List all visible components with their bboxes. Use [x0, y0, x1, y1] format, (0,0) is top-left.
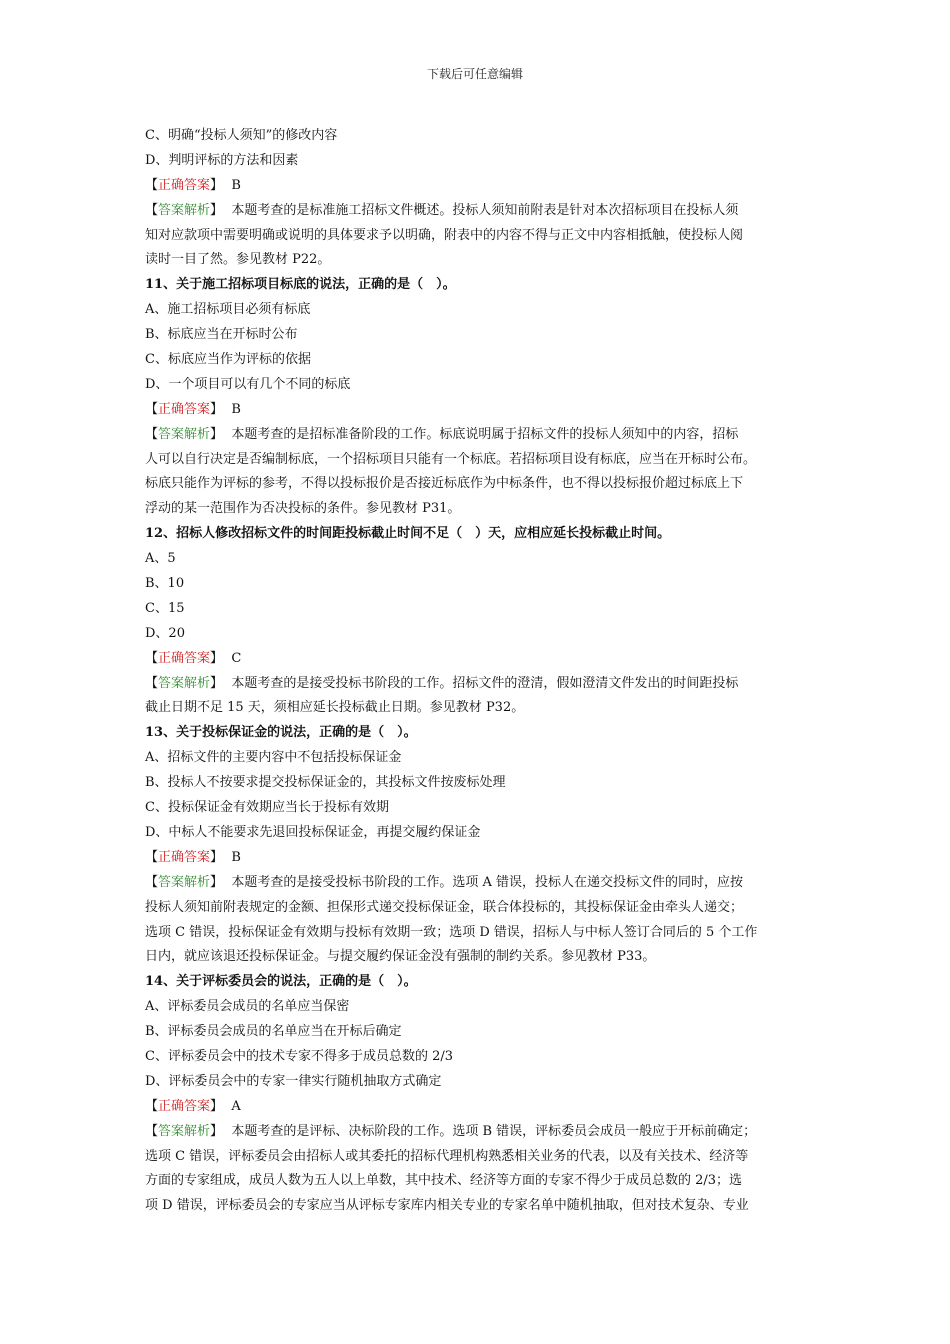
- analysis-paragraph: [145, 199, 813, 274]
- option-c: C、评标委员会中的技术专家不得多于成员总数的 2/3: [145, 1048, 454, 1064]
- bracket-close: 】: [210, 874, 224, 890]
- answer-line: [145, 647, 813, 672]
- analysis-line: 知对应款项中需要明确或说明的具体要求予以明确，附表中的内容不得与正文中内容相抵触，使投标人阅: [145, 227, 744, 243]
- analysis-line: [145, 672, 813, 697]
- answer-value: B: [231, 177, 241, 193]
- question-title: 11、关于施工招标项目标底的说法，正确的是（ ）。: [145, 277, 456, 293]
- option-c: C、投标保证金有效期应当长于投标有效期: [145, 800, 389, 816]
- analysis-line: 选项 C 错误，评标委员会由招标人或其委托的招标代理机构熟悉相关业务的代表，以及有关技术、经济等: [145, 1148, 749, 1164]
- option-c: C、明确“投标人须知”的修改内容: [145, 128, 338, 143]
- question-block-14: [145, 970, 813, 1219]
- answer-label: 正确答案: [158, 849, 211, 865]
- option-c: C、15: [145, 600, 185, 616]
- question-block-11: [145, 273, 813, 522]
- bracket-close: 】: [210, 1123, 224, 1139]
- analysis-line: 项 D 错误，评标委员会的专家应当从评标专家库内相关专业的专家名单中随机抽取，但对技术复杂、专业: [145, 1198, 749, 1214]
- option-a: A、招标文件的主要内容中不包括投标保证金: [145, 750, 402, 766]
- bracket-open: 【: [145, 1123, 159, 1139]
- question-block-12: [145, 522, 813, 721]
- bracket-close: 】: [210, 849, 224, 865]
- option-d: D、20: [145, 625, 185, 641]
- analysis-line: 投标人须知前附表规定的金额、担保形式递交投标保证金，联合体投标的，其投标保证金由牵头人递交；: [145, 899, 744, 915]
- option-a: A、施工招标项目必须有标底: [145, 302, 311, 318]
- page-header: 下载后可任意编辑: [426, 67, 523, 81]
- bracket-open: 【: [145, 650, 159, 666]
- analysis-line: 标底只能作为评标的参考，不得以投标报价是否接近标底作为中标条件，也不得以投标报价超过标底上下: [145, 476, 744, 492]
- analysis-line: 选项 C 错误，投标保证金有效期与投标有效期一致；选项 D 错误，招标人与中标人签订合同后的 5 个工作: [145, 924, 758, 940]
- analysis-text: 本题考查的是招标准备阶段的工作。标底说明属于招标文件的投标人须知中的内容，招标: [231, 426, 739, 442]
- analysis-line: [145, 871, 813, 896]
- analysis-label: 答案解析: [158, 874, 211, 890]
- analysis-line: [145, 423, 813, 448]
- analysis-label: 答案解析: [158, 675, 211, 691]
- question-block-10: [145, 124, 813, 273]
- option-d: D、一个项目可以有几个不同的标底: [145, 376, 351, 392]
- bracket-open: 【: [145, 202, 159, 218]
- bracket-close: 】: [210, 650, 224, 666]
- option-a: A、评标委员会成员的名单应当保密: [145, 999, 350, 1015]
- option-c: C、标底应当作为评标的依据: [145, 352, 311, 368]
- answer-label: 正确答案: [158, 1098, 211, 1114]
- answer-line: [145, 1095, 813, 1120]
- bracket-close: 】: [210, 675, 224, 691]
- analysis-text: 本题考查的是接受投标书阶段的工作。选项 A 错误，投标人在递交投标文件的同时，应按: [231, 874, 743, 890]
- analysis-paragraph: [145, 1120, 813, 1220]
- analysis-line: 人可以自行决定是否编制标底，一个招标项目只能有一个标底。若招标项目设有标底，应当在开标时公布。: [145, 451, 757, 467]
- bracket-open: 【: [145, 401, 159, 417]
- analysis-paragraph: [145, 423, 813, 523]
- bracket-open: 【: [145, 849, 159, 865]
- analysis-line: 日内，就应该退还投标保证金。与提交履约保证金没有强制的制约关系。参见教材 P33。: [145, 949, 656, 965]
- option-b: B、标底应当在开标时公布: [145, 327, 298, 343]
- option-a: A、5: [145, 551, 176, 567]
- bracket-open: 【: [145, 177, 159, 193]
- answer-value: B: [231, 401, 241, 417]
- option-b: B、10: [145, 576, 185, 592]
- bracket-open: 【: [145, 675, 159, 691]
- analysis-paragraph: [145, 672, 813, 722]
- bracket-open: 【: [145, 426, 159, 442]
- bracket-open: 【: [145, 874, 159, 890]
- analysis-label: 答案解析: [158, 1123, 211, 1139]
- analysis-line: 截止日期不足 15 天，须相应延长投标截止日期。参见教材 P32。: [145, 700, 525, 716]
- analysis-text: 本题考查的是评标、决标阶段的工作。选项 B 错误，评标委员会成员一般应于开标前确定；: [231, 1123, 757, 1139]
- answer-label: 正确答案: [158, 650, 211, 666]
- question-title: 14、关于评标委员会的说法，正确的是（ ）。: [145, 974, 417, 990]
- option-d: D、判明评标的方法和因素: [145, 152, 299, 168]
- answer-value: C: [231, 650, 242, 666]
- analysis-line: 方面的专家组成，成员人数为五人以上单数，其中技术、经济等方面的专家不得少于成员总数的 2/3；选: [145, 1173, 743, 1189]
- analysis-line: 浮动的某一范围作为否决投标的条件。参见教材 P31。: [145, 501, 461, 517]
- option-b: B、评标委员会成员的名单应当在开标后确定: [145, 1024, 402, 1040]
- answer-line: [145, 398, 813, 423]
- bracket-close: 】: [210, 401, 224, 417]
- answer-line: [145, 846, 813, 871]
- bracket-open: 【: [145, 1098, 159, 1114]
- analysis-text: 本题考查的是接受投标书阶段的工作。招标文件的澄清，假如澄清文件发出的时间距投标: [231, 675, 739, 691]
- analysis-line: [145, 199, 813, 224]
- option-d: D、评标委员会中的专家一律实行随机抽取方式确定: [145, 1073, 442, 1089]
- question-title: 12、招标人修改招标文件的时间距投标截止时间不足（ ）天，应相应延长投标截止时间。: [145, 526, 671, 542]
- document-body: [145, 124, 813, 1219]
- answer-value: A: [231, 1098, 241, 1114]
- option-b: B、投标人不按要求提交投标保证金的，其投标文件按废标处理: [145, 775, 506, 791]
- analysis-text: 本题考查的是标准施工招标文件概述。投标人须知前附表是针对本次招标项目在投标人须: [231, 202, 739, 218]
- bracket-close: 】: [210, 177, 224, 193]
- option-d: D、中标人不能要求先退回投标保证金，再提交履约保证金: [145, 824, 481, 840]
- analysis-paragraph: [145, 871, 813, 971]
- analysis-label: 答案解析: [158, 426, 211, 442]
- bracket-close: 】: [210, 1098, 224, 1114]
- analysis-label: 答案解析: [158, 202, 211, 218]
- question-title: 13、关于投标保证金的说法，正确的是（ ）。: [145, 725, 417, 741]
- question-block-13: [145, 721, 813, 970]
- answer-line: [145, 174, 813, 199]
- answer-label: 正确答案: [158, 177, 211, 193]
- bracket-close: 】: [210, 202, 224, 218]
- answer-value: B: [231, 849, 241, 865]
- bracket-close: 】: [210, 426, 224, 442]
- answer-label: 正确答案: [158, 401, 211, 417]
- analysis-line: [145, 1120, 813, 1145]
- analysis-line: 读时一目了然。参见教材 P22。: [145, 252, 331, 268]
